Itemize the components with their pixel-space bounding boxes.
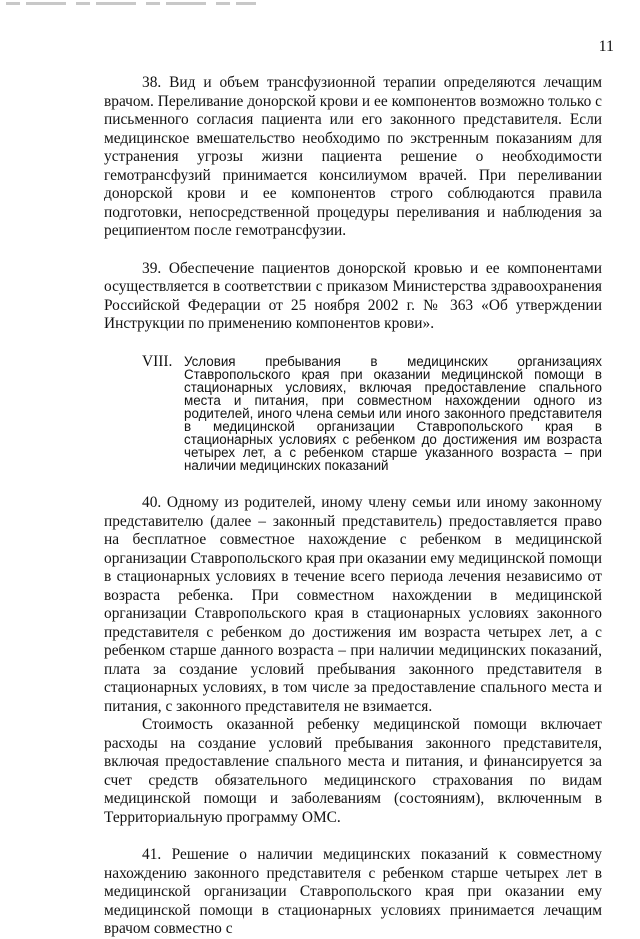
paragraph-39: 39. Обеспечение пациентов донорской кровью и ее компонентами осуществляется в соответствии с приказом Министерства здравоохранения Российской Федерации от 25 ноября 2002 г. № 363 «Об утверждении Инструкции по применению компонентов крови».: [104, 259, 602, 332]
paragraph-38: 38. Вид и объем трансфузионной терапии определяются лечащим врачом. Переливание донорской крови и ее компонентов возможно только с письменного согласия пациента или его законного представителя. Если медицинское вмешательство необходимо по экстренным показаниям для устранения угрозы жизни пациента решение о необходимости гемотрансфузий принимается консилиумом врачей. При переливании донорской крови и ее компонентов строго соблюдаются правила подготовки, непосредственной процедуры переливания и наблюдения за реципиентом после гемотрансфузии.: [104, 74, 602, 239]
page-number: 11: [598, 38, 614, 55]
paragraph-41: 41. Решение о наличии медицинских показаний к совместному нахождению законного представителя с ребенком старше четырех лет в медицинской организации Ставропольского края при оказании ему медицинской помощи в стационарных условиях принимается лечащим врачом совместно с: [104, 846, 602, 938]
section-number: VIII.: [142, 352, 173, 370]
document-body: [104, 74, 602, 939]
section-title: Условия пребывания в медицинских организациях Ставропольского края при оказании медицинской помощи в стационарных условиях, включая предоставление спального места и питания, при совместном нахождении одного из родителей, иного члена семьи или иного законного представителя в медицинской организации Ставропольского края в стационарных условиях с ребенком до достижения им возраста четырех лет, а с ребенком старше указанного возраста – при наличии медицинских показаний: [184, 353, 602, 474]
section-heading: [142, 352, 602, 474]
paragraph-40: 40. Одному из родителей, иному члену семьи или иному законному представителю (далее – законный представитель) предоставляется право на бесплатное совместное нахождение с ребенком в медицинской организации Ставропольского края при оказании ему медицинской помощи в стационарных условиях в течение всего периода лечения независимо от возраста ребенка. При совместном нахождении в медицинской организации Ставропольского края в стационарных условиях законного представителя с ребенком до достижения им возраста четырех лет, а с ребенком старше данного возраста – при наличии медицинских показаний, плата за создание условий пребывания законного представителя в стационарных условиях, в том числе за предоставление спального места и питания, с законного представителя не взимается.: [104, 494, 602, 715]
scan-artifact: [6, 2, 256, 5]
paragraph-40-continued: Стоимость оказанной ребенку медицинской помощи включает расходы на создание условий пребывания законного представителя, включая предоставление спального места и питания, и финансируется за счет средств обязательного медицинского страхования по видам медицинской помощи и заболеваниям (состояниям), включенным в Территориальную программу ОМС.: [104, 716, 602, 826]
